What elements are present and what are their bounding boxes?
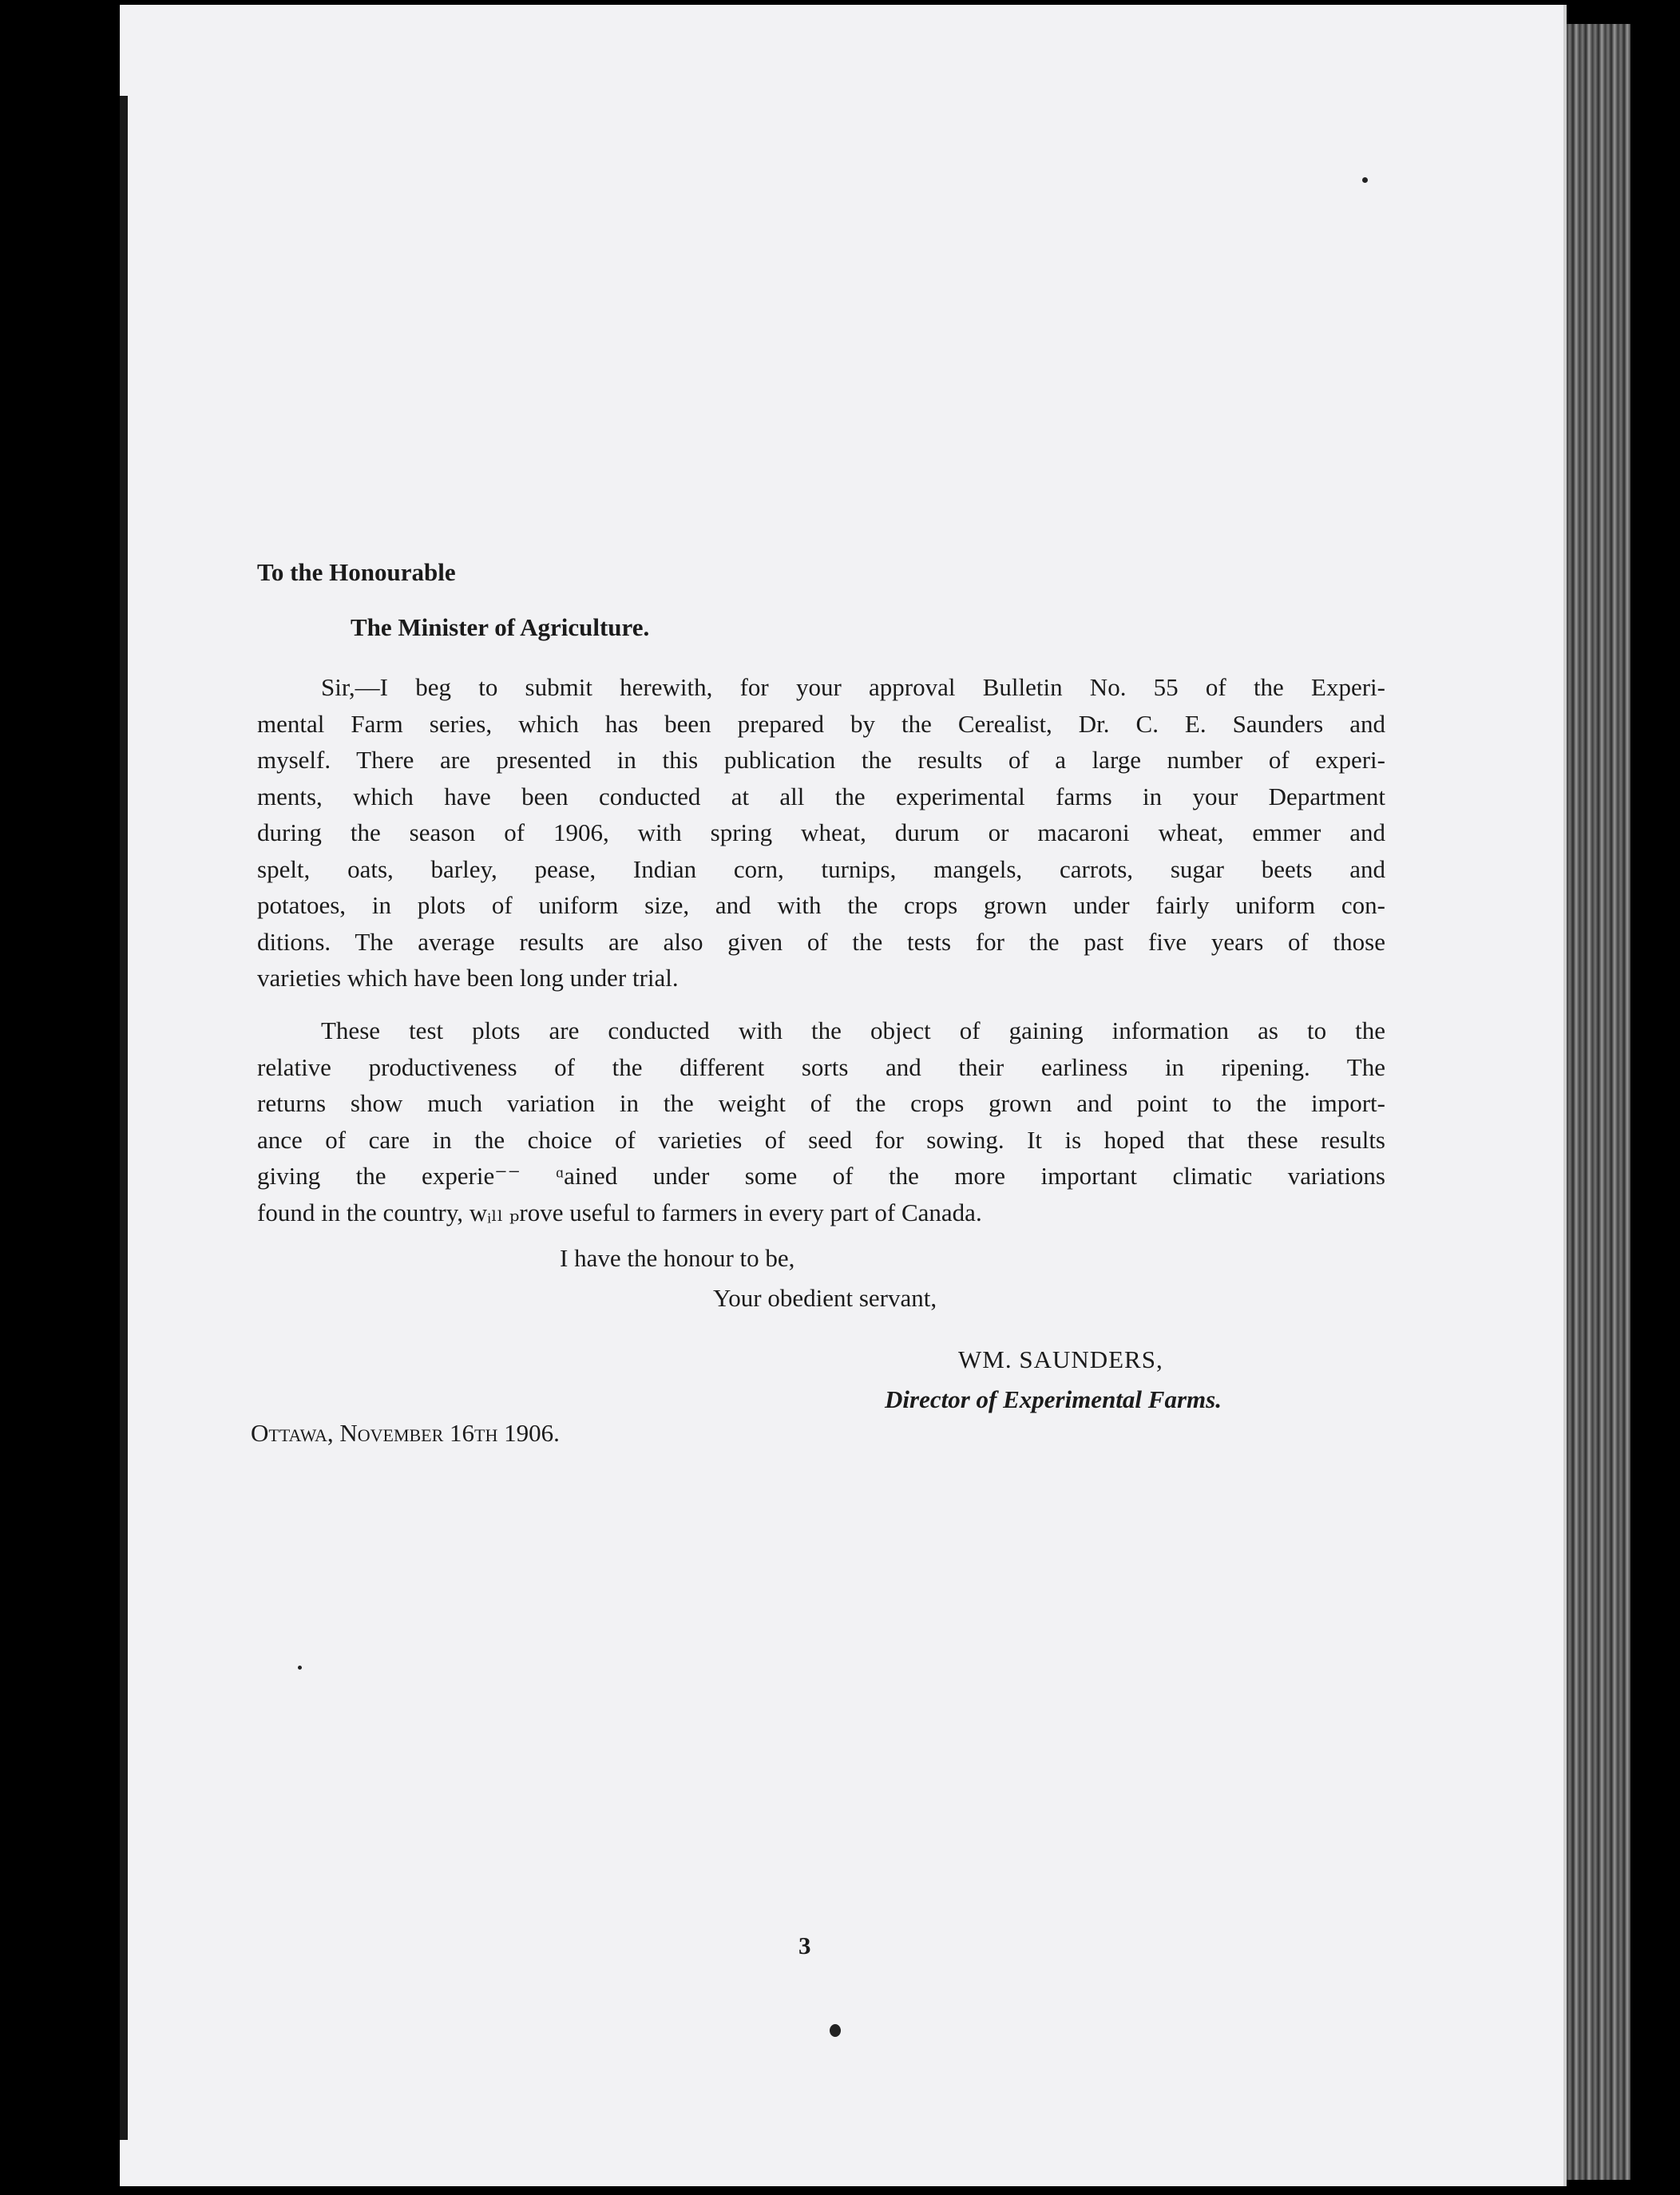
paragraph-line: spelt, oats, barley, pease, Indian corn, turnips, mangels, carrots, sugar beets and [257, 854, 1385, 883]
page-edge-stack [1567, 24, 1630, 2180]
speck-mark [298, 1666, 302, 1670]
paragraph-line: varieties which have been long under trial. [257, 964, 679, 992]
signature-title: Director of Experimental Farms. [885, 1385, 1222, 1413]
paragraph-line: potatoes, in plots of uniform size, and with the crops grown under fairly uniform con- [257, 891, 1385, 919]
closing-line-2: Your obedient servant, [713, 1284, 937, 1312]
paragraph-line: mental Farm series, which has been prepared by the Cerealist, Dr. C. E. Saunders and [257, 709, 1385, 738]
signature-name: WM. SAUNDERS, [958, 1345, 1163, 1373]
paragraph-line: found in the country, wᵢₗₗ ₚrove useful to farmers in every part of Canada. [257, 1198, 982, 1226]
paragraph-line: Sir,—I beg to submit herewith, for your approval Bulletin No. 55 of the Experi- [321, 673, 1385, 701]
paragraph-2 [257, 1012, 1385, 1230]
paragraph-line: relative productiveness of the different sorts and their earliness in ripening. The [257, 1052, 1385, 1081]
closing-line-1: I have the honour to be, [560, 1244, 795, 1272]
place-date: Ottawa, November 16th 1906. [251, 1419, 560, 1447]
paragraph-line: myself. There are presented in this publication the results of a large number of experi- [257, 746, 1385, 774]
paragraph-line: giving the experie⁻⁻ ᵅained under some of the more important climatic variations [257, 1162, 1385, 1190]
salutation-line-1: To the Honourable [257, 558, 456, 586]
page-number: 3 [798, 1932, 811, 1959]
paragraph-line: ments, which have been conducted at all the experimental farms in your Department [257, 782, 1385, 810]
speck-mark [830, 2024, 841, 2037]
binding-edge [120, 96, 128, 2140]
paragraph-1 [257, 669, 1385, 996]
paragraph-line: ditions. The average results are also given of the tests for the past five years of those [257, 927, 1385, 956]
paragraph-line: during the season of 1906, with spring wheat, durum or macaroni wheat, emmer and [257, 818, 1385, 846]
salutation-line-2: The Minister of Agriculture. [351, 613, 650, 641]
paragraph-line: These test plots are conducted with the object of gaining information as to the [321, 1016, 1385, 1044]
paragraph-line: returns show much variation in the weight of the crops grown and point to the import- [257, 1089, 1385, 1117]
paragraph-line: ance of care in the choice of varieties of seed for sowing. It is hoped that these results [257, 1125, 1385, 1154]
speck-mark [1362, 177, 1368, 183]
